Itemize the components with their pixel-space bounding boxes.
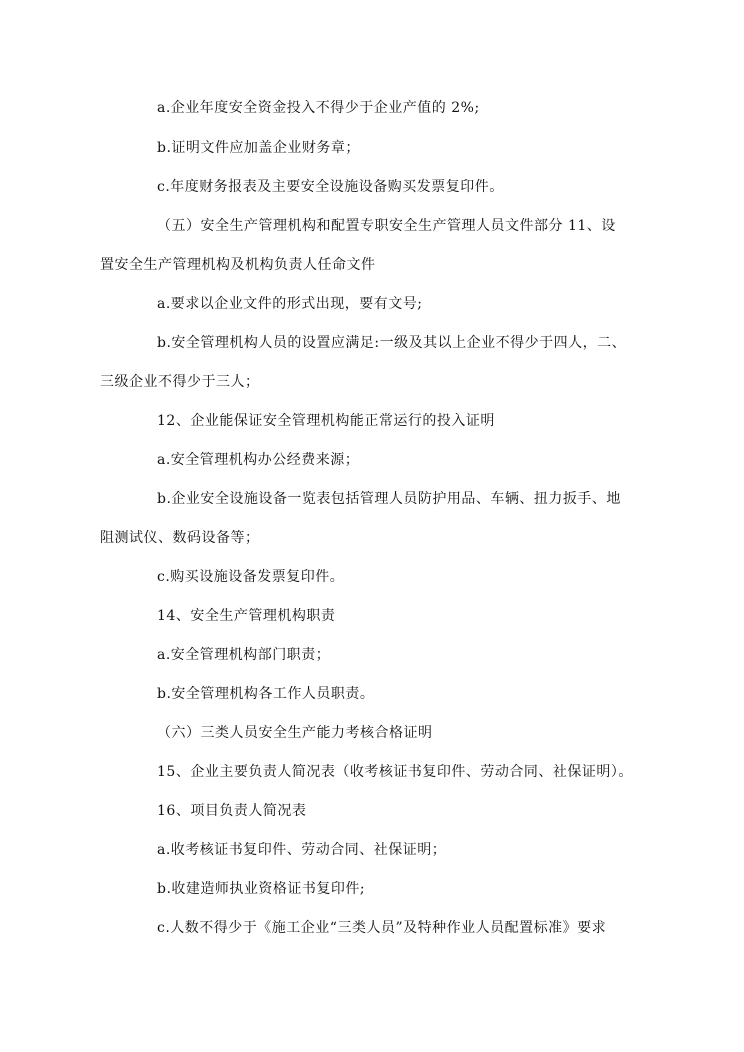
text-line: c.人数不得少于《施工企业“三类人员”及特种作业人员配置标准》要求 (157, 920, 607, 936)
text-line: a.安全管理机构部门职责； (157, 647, 331, 663)
text-line: b.安全管理机构人员的设置应满足:一级及其以上企业不得少于四人，二、 (157, 335, 627, 351)
text-line: 12、企业能保证安全管理机构能正常运行的投入证明 (157, 413, 495, 429)
text-line: c.年度财务报表及主要安全设施设备购买发票复印件。 (157, 179, 504, 195)
text-line: （六）三类人员安全生产能力考核合格证明 (157, 725, 433, 741)
text-line: a.要求以企业文件的形式出现，要有文号; (157, 296, 423, 312)
text-line: 阻测试仪、数码设备等； (100, 530, 260, 546)
text-line: a.安全管理机构办公经费来源； (157, 452, 360, 468)
text-line: 置安全生产管理机构及机构负责人任命文件 (100, 257, 376, 273)
text-line: a.收考核证书复印件、劳动合同、社保证明； (157, 842, 447, 858)
text-line: 16、项目负责人简况表 (157, 803, 307, 819)
text-line: 14、安全生产管理机构职责 (157, 608, 336, 624)
text-line: 15、企业主要负责人简况表（收考核证书复印件、劳动合同、社保证明）。 (157, 764, 633, 780)
text-line: c.购买设施设备发票复印件。 (157, 569, 345, 585)
text-line: b.企业安全设施设备一览表包括管理人员防护用品、车辆、扭力扳手、地 (157, 491, 621, 507)
text-line: b.证明文件应加盖企业财务章； (157, 140, 360, 156)
text-line: （五）安全生产管理机构和配置专职安全生产管理人员文件部分 11、设 (157, 218, 616, 234)
text-line: b.安全管理机构各工作人员职责。 (157, 686, 375, 702)
text-line: a.企业年度安全资金投入不得少于企业产值的 2%; (157, 100, 480, 116)
text-line: 三级企业不得少于三人； (100, 374, 260, 390)
text-line: b.收建造师执业资格证书复印件; (157, 881, 366, 897)
